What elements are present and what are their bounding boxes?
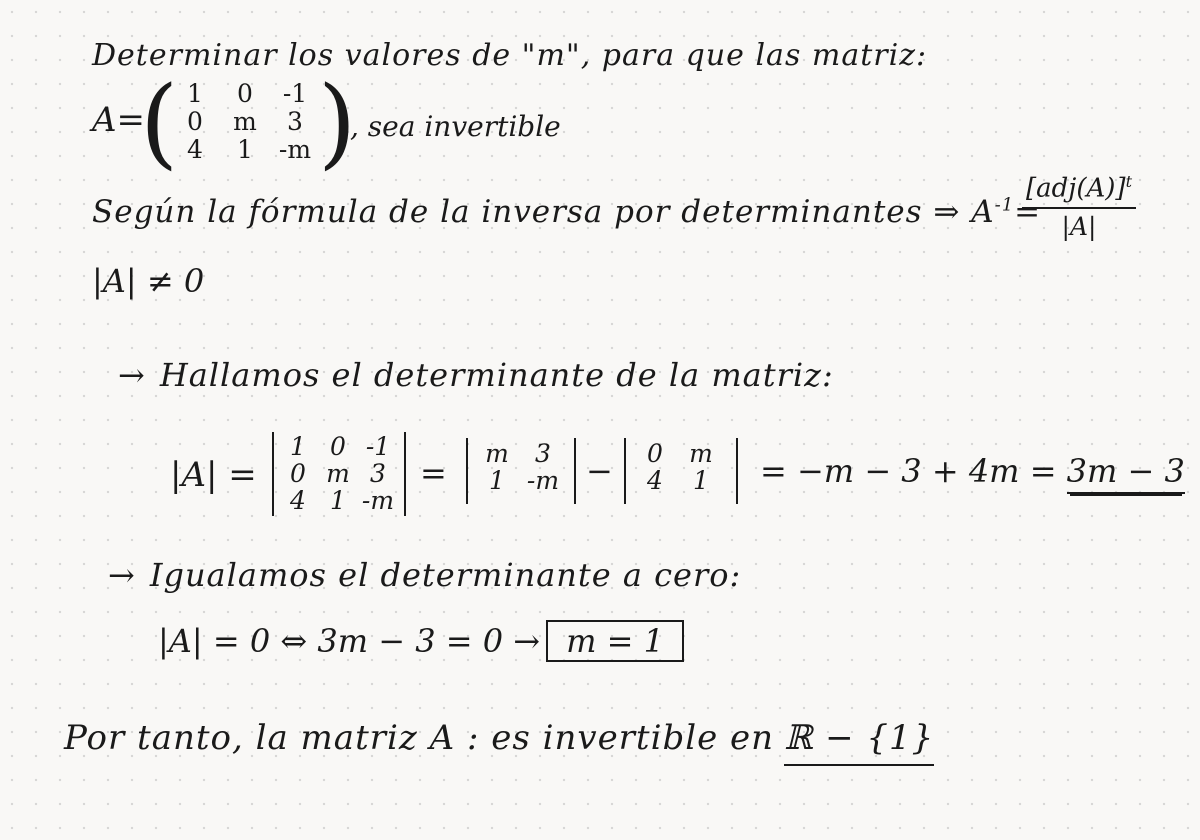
step2-equation [158, 620, 684, 662]
matrix-row: 4 1 [647, 466, 709, 495]
minor1-bar-right [574, 438, 576, 504]
solution-set: ℝ − {1} [784, 718, 934, 766]
minor1-bar-left [466, 438, 468, 504]
matrix-row: 1 0 -1 [187, 79, 308, 108]
det-bar-left [272, 432, 274, 516]
determinant-result [760, 452, 1185, 494]
matrix-row: 4 1 -m [187, 135, 312, 164]
arrow-icon: → [118, 356, 146, 394]
boxed-answer: m = 1 [546, 620, 684, 662]
arrow-icon: → [108, 556, 136, 594]
matrix-a [170, 80, 320, 164]
matrix-row: 1 0 -1 [290, 432, 391, 461]
determinant-lhs: |A| = [170, 455, 257, 495]
problem-statement: Determinar los valores de "m", para que las matriz: [92, 38, 928, 73]
fraction-bar [1022, 207, 1136, 209]
matrix-row: 4 1 -m [290, 486, 395, 515]
step1-heading [118, 356, 834, 394]
invertible-condition: , sea invertible [350, 110, 561, 143]
matrix-row: 0 m 3 [290, 459, 386, 488]
fraction-denominator: |A| [1061, 211, 1097, 241]
minor2-bar-left [624, 438, 626, 504]
minus-sign: − [586, 452, 613, 490]
minor2-bar-right [736, 438, 738, 504]
left-parenthesis: ( [140, 66, 179, 180]
step2-text: Igualamos el determinante a cero: [149, 556, 742, 594]
result-expansion: = −m − 3 + 4m = [760, 452, 1067, 490]
result-underlined: 3m − 3 [1067, 452, 1185, 494]
determinant-3x3 [278, 433, 398, 514]
conclusion-text: Por tanto, la matriz A : es invertible en [64, 718, 775, 758]
matrix-row: 0 m 3 [187, 107, 303, 136]
formula-sentence: Según la fórmula de la inversa por determinantes ⇒ A [92, 194, 995, 230]
minor-2 [632, 440, 724, 494]
minor-1 [474, 440, 566, 494]
equals-sign: = [420, 454, 447, 492]
formula-text [92, 194, 1041, 230]
equation-text: |A| = 0 ⇔ 3m − 3 = 0 → [158, 622, 541, 660]
nonzero-condition: |A| ≠ 0 [92, 262, 205, 300]
matrix-row: m 3 [485, 439, 551, 468]
right-parenthesis: ) [318, 66, 357, 180]
step2-heading [108, 556, 741, 594]
step1-text: Hallamos el determinante de la matriz: [159, 356, 834, 394]
inverse-fraction [1022, 172, 1136, 241]
conclusion [64, 718, 934, 766]
det-bar-right [404, 432, 406, 516]
matrix-row: 0 m [647, 439, 713, 468]
matrix-row: 1 -m [489, 466, 560, 495]
matrix-label: A= [92, 100, 146, 140]
inverse-exponent: -1 [994, 194, 1015, 216]
formula-equals: = [1014, 194, 1042, 230]
fraction-numerator: $[adj(A)]^t$ [1026, 172, 1132, 204]
